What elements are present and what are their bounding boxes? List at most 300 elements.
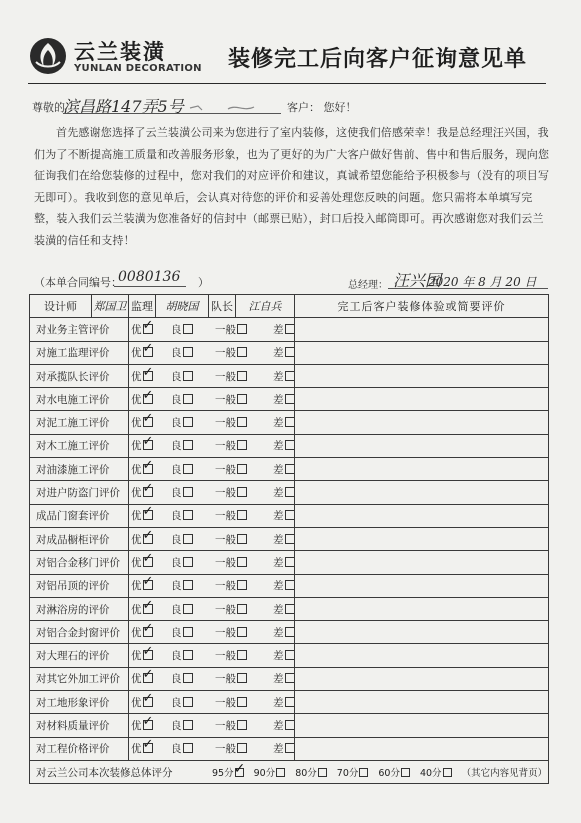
rating-option[interactable] (171, 415, 215, 430)
checkbox[interactable] (285, 743, 295, 753)
rating-option[interactable] (215, 718, 273, 733)
rating-option[interactable] (215, 741, 273, 756)
checked-checkbox[interactable] (235, 768, 244, 777)
rating-option[interactable] (129, 508, 171, 523)
rating-option-label: 良 (171, 556, 182, 569)
checkbox[interactable] (285, 324, 295, 334)
rating-option[interactable] (171, 578, 215, 593)
rating-row-label: 对成品橱柜评价 (30, 527, 129, 550)
rating-option[interactable] (215, 602, 273, 617)
remarks-cell[interactable] (295, 737, 549, 760)
checked-checkbox[interactable] (143, 650, 153, 660)
rating-option-label: 一般 (215, 626, 236, 639)
rating-option-label: 良 (171, 393, 182, 406)
checkbox[interactable] (237, 534, 247, 544)
rating-option[interactable] (171, 648, 215, 663)
manager-underline (388, 288, 548, 289)
rating-option-label: 差 (273, 440, 284, 453)
rating-option[interactable] (171, 741, 215, 756)
checkbox[interactable] (285, 510, 295, 520)
checkbox[interactable] (285, 487, 295, 497)
checkbox[interactable] (443, 768, 452, 777)
rating-option[interactable] (129, 602, 171, 617)
checkbox[interactable] (183, 627, 193, 637)
company-logo (30, 38, 66, 74)
rating-option-label: 一般 (215, 347, 236, 360)
rating-row (30, 527, 549, 550)
checked-checkbox[interactable] (143, 673, 153, 683)
overall-score-label: 对云兰公司本次装修总体评分 (36, 766, 173, 779)
score-option[interactable] (378, 765, 410, 779)
rating-option[interactable] (215, 648, 273, 663)
table-header-row (30, 295, 549, 318)
checkbox[interactable] (285, 720, 295, 730)
score-option-label: 40分 (419, 767, 442, 779)
checked-checkbox[interactable] (143, 487, 153, 497)
score-option-label: 60分 (378, 767, 400, 779)
rating-option-label: 良 (171, 533, 182, 546)
rating-option[interactable] (273, 718, 295, 733)
rating-option[interactable] (273, 625, 295, 640)
rating-options (129, 691, 295, 714)
checkbox[interactable] (183, 650, 193, 660)
score-option-label: 90分 (253, 767, 276, 779)
checkbox[interactable] (285, 650, 295, 660)
rating-option[interactable] (171, 718, 215, 733)
checkbox[interactable] (183, 580, 193, 590)
rating-option[interactable] (273, 695, 295, 710)
checkbox[interactable] (237, 371, 247, 381)
checked-checkbox[interactable] (143, 743, 153, 753)
checkbox[interactable] (183, 604, 193, 614)
rating-option[interactable] (273, 438, 295, 453)
remarks-cell[interactable] (295, 411, 549, 434)
checkbox[interactable] (183, 720, 193, 730)
rating-option-label: 优 (131, 393, 142, 406)
checkbox[interactable] (359, 768, 368, 777)
rating-option[interactable] (171, 671, 215, 686)
rating-option[interactable] (273, 602, 295, 617)
checkbox[interactable] (401, 768, 410, 777)
rating-row-label: 对进户防盗门评价 (30, 481, 129, 504)
rating-option-label: 优 (131, 510, 142, 523)
checkbox[interactable] (285, 417, 295, 427)
checkbox[interactable] (318, 768, 327, 777)
rating-option[interactable] (273, 555, 295, 570)
rating-option[interactable] (215, 508, 273, 523)
rating-row (30, 458, 549, 481)
checkbox[interactable] (285, 440, 295, 450)
rating-option[interactable] (129, 415, 171, 430)
rating-row (30, 644, 549, 667)
overall-score-cell (30, 760, 549, 783)
score-option-label: 80分 (295, 767, 317, 779)
rating-option-label: 优 (131, 626, 142, 639)
rating-option-label: 差 (273, 743, 284, 756)
rating-row (30, 341, 549, 364)
rating-option[interactable] (273, 485, 295, 500)
rating-option[interactable] (129, 369, 171, 384)
signature-date: 2020 年 8 月 20 日 (428, 275, 537, 289)
rating-option[interactable] (215, 625, 273, 640)
rating-option[interactable] (215, 578, 273, 593)
remarks-cell[interactable] (295, 597, 549, 620)
checkbox[interactable] (285, 371, 295, 381)
rating-row (30, 714, 549, 737)
rating-option[interactable] (273, 415, 295, 430)
rating-row-label: 对工程价格评价 (30, 737, 129, 760)
rating-row-label: 对淋浴房的评价 (30, 597, 129, 620)
checkbox[interactable] (237, 464, 247, 474)
rating-option-label: 差 (273, 510, 284, 523)
rating-options (129, 551, 295, 574)
rating-option-label: 差 (273, 580, 284, 593)
rating-option[interactable] (171, 438, 215, 453)
checkbox[interactable] (237, 720, 247, 730)
checkbox[interactable] (237, 440, 247, 450)
contract-close: ） (198, 276, 209, 289)
rating-option[interactable] (215, 369, 273, 384)
rating-option-label: 良 (171, 510, 182, 523)
rating-option-label: 良 (171, 440, 182, 453)
rating-option[interactable] (171, 625, 215, 640)
rating-row-label: 对材料质量评价 (30, 714, 129, 737)
checkbox[interactable] (183, 743, 193, 753)
checked-checkbox[interactable] (143, 324, 153, 334)
rating-row (30, 597, 549, 620)
rating-option[interactable] (273, 741, 295, 756)
rating-option-label: 良 (171, 580, 182, 593)
rating-option-label: 差 (273, 533, 284, 546)
rating-option[interactable] (215, 532, 273, 547)
rating-option-label: 优 (131, 603, 142, 616)
remarks-cell[interactable] (295, 364, 549, 387)
rating-options (129, 644, 295, 667)
remarks-cell[interactable] (295, 551, 549, 574)
rating-option-label: 优 (131, 650, 142, 663)
rating-options (129, 481, 295, 504)
rating-option-label: 良 (171, 323, 182, 336)
rating-option-label: 优 (131, 556, 142, 569)
manager-label: 总经理： (348, 280, 388, 291)
rating-option-label: 优 (131, 673, 142, 686)
checkbox[interactable] (237, 627, 247, 637)
rating-row-label: 对大理石的评价 (30, 644, 129, 667)
rating-option-label: 一般 (215, 696, 236, 709)
rating-option-label: 优 (131, 440, 142, 453)
rating-option[interactable] (215, 462, 273, 477)
rating-option[interactable] (129, 392, 171, 407)
checked-checkbox[interactable] (143, 510, 153, 520)
rating-option-label: 差 (273, 719, 284, 732)
rating-option-label: 良 (171, 743, 182, 756)
rating-options (129, 364, 295, 387)
rating-option[interactable] (129, 741, 171, 756)
checkbox[interactable] (276, 768, 285, 777)
rating-option-label: 一般 (215, 533, 236, 546)
checkbox[interactable] (285, 347, 295, 357)
checked-checkbox[interactable] (143, 604, 153, 614)
rating-option[interactable] (215, 695, 273, 710)
remarks-cell[interactable] (295, 388, 549, 411)
checkbox[interactable] (237, 697, 247, 707)
checked-checkbox[interactable] (143, 440, 153, 450)
checkbox[interactable] (237, 347, 247, 357)
rating-option[interactable] (171, 462, 215, 477)
checked-checkbox[interactable] (143, 627, 153, 637)
checkbox[interactable] (237, 510, 247, 520)
checkbox[interactable] (183, 440, 193, 450)
score-option-label: 95分 (212, 767, 234, 779)
rating-option[interactable] (129, 462, 171, 477)
rating-option[interactable] (273, 462, 295, 477)
checkbox[interactable] (183, 417, 193, 427)
supervisor-name: 胡晓国 (156, 295, 209, 318)
rating-option[interactable] (215, 438, 273, 453)
rating-option[interactable] (129, 485, 171, 500)
rating-option[interactable] (215, 485, 273, 500)
rating-option-label: 优 (131, 487, 142, 500)
rating-option[interactable] (129, 345, 171, 360)
rating-option-label: 良 (171, 417, 182, 430)
rating-option[interactable] (171, 508, 215, 523)
checkbox[interactable] (237, 743, 247, 753)
remarks-cell[interactable] (295, 574, 549, 597)
rating-option-label: 良 (171, 696, 182, 709)
rating-row-label: 成品门窗套评价 (30, 504, 129, 527)
salutation-suffix: 客户： 您好！ (287, 101, 357, 114)
checkbox[interactable] (237, 417, 247, 427)
remarks-cell[interactable] (295, 644, 549, 667)
checkbox[interactable] (285, 697, 295, 707)
rating-option[interactable] (273, 671, 295, 686)
rating-option[interactable] (215, 555, 273, 570)
rating-option[interactable] (171, 322, 215, 337)
rating-option[interactable] (171, 602, 215, 617)
rating-option[interactable] (129, 532, 171, 547)
rating-option-label: 良 (171, 487, 182, 500)
rating-option[interactable] (129, 695, 171, 710)
rating-option-label: 一般 (215, 463, 236, 476)
remarks-cell[interactable] (295, 458, 549, 481)
rating-row-label: 对木工施工评价 (30, 434, 129, 457)
rating-options (129, 504, 295, 527)
checked-checkbox[interactable] (143, 580, 153, 590)
rating-option-label: 差 (273, 463, 284, 476)
checked-checkbox[interactable] (143, 697, 153, 707)
rating-option[interactable] (215, 322, 273, 337)
score-option[interactable] (337, 765, 369, 779)
rating-option-label: 差 (273, 323, 284, 336)
score-option[interactable] (420, 765, 452, 779)
rating-option-label: 优 (131, 696, 142, 709)
rating-option-label: 一般 (215, 743, 236, 756)
contract-underline (114, 286, 186, 287)
rating-row-label: 对泥工施工评价 (30, 411, 129, 434)
rating-option[interactable] (215, 345, 273, 360)
designer-name: 郑国卫 (92, 295, 129, 318)
rating-row (30, 551, 549, 574)
checkbox[interactable] (285, 464, 295, 474)
rating-option[interactable] (129, 671, 171, 686)
rating-option[interactable] (129, 648, 171, 663)
score-option[interactable] (254, 765, 286, 779)
checked-checkbox[interactable] (143, 417, 153, 427)
rating-option[interactable] (273, 648, 295, 663)
rating-option-label: 差 (273, 556, 284, 569)
checkbox[interactable] (183, 673, 193, 683)
rating-option[interactable] (129, 322, 171, 337)
rating-row (30, 691, 549, 714)
rating-row-label: 对铝吊顶的评价 (30, 574, 129, 597)
checkbox[interactable] (285, 534, 295, 544)
foreman-label: 队长 (209, 295, 236, 318)
remarks-cell[interactable] (295, 318, 549, 341)
rating-row (30, 621, 549, 644)
checkbox[interactable] (285, 394, 295, 404)
rating-option-label: 一般 (215, 487, 236, 500)
rating-option-label: 差 (273, 696, 284, 709)
rating-option-label: 差 (273, 393, 284, 406)
rating-option[interactable] (129, 555, 171, 570)
remarks-cell[interactable] (295, 434, 549, 457)
checkbox[interactable] (183, 394, 193, 404)
rating-option-label: 良 (171, 626, 182, 639)
checked-checkbox[interactable] (143, 534, 153, 544)
foreman-name: 江自兵 (236, 295, 295, 318)
rating-option[interactable] (273, 508, 295, 523)
rating-option[interactable] (215, 392, 273, 407)
checked-checkbox[interactable] (143, 464, 153, 474)
rating-option[interactable] (215, 415, 273, 430)
rating-option[interactable] (273, 369, 295, 384)
rating-option[interactable] (171, 485, 215, 500)
rating-option-label: 优 (131, 347, 142, 360)
rating-row-label: 对水电施工评价 (30, 388, 129, 411)
rating-option[interactable] (171, 555, 215, 570)
checkbox[interactable] (183, 371, 193, 381)
checkbox[interactable] (237, 580, 247, 590)
rating-option[interactable] (273, 322, 295, 337)
rating-option[interactable] (171, 345, 215, 360)
checked-checkbox[interactable] (143, 557, 153, 567)
checkbox[interactable] (183, 347, 193, 357)
remarks-cell[interactable] (295, 504, 549, 527)
checkbox[interactable] (285, 673, 295, 683)
rating-row-label: 对业务主管评价 (30, 318, 129, 341)
checkbox[interactable] (237, 487, 247, 497)
checkbox[interactable] (183, 487, 193, 497)
score-option-label: 70分 (336, 767, 359, 779)
checked-checkbox[interactable] (143, 371, 153, 381)
checkbox[interactable] (237, 557, 247, 567)
rating-option[interactable] (273, 345, 295, 360)
remarks-cell[interactable] (295, 621, 549, 644)
checkbox[interactable] (285, 557, 295, 567)
rating-option-label: 一般 (215, 510, 236, 523)
rating-options (129, 574, 295, 597)
manager-signature: 汪兴国 (393, 271, 442, 290)
checkbox[interactable] (285, 580, 295, 590)
rating-row (30, 388, 549, 411)
rating-option[interactable] (129, 578, 171, 593)
checkbox[interactable] (237, 673, 247, 683)
remarks-cell[interactable] (295, 714, 549, 737)
rating-row-label: 对工地形象评价 (30, 691, 129, 714)
rating-row (30, 364, 549, 387)
rating-option-label: 优 (131, 417, 142, 430)
rating-option-label: 优 (131, 580, 142, 593)
checkbox[interactable] (285, 627, 295, 637)
checkbox[interactable] (183, 510, 193, 520)
rating-option-label: 良 (171, 673, 182, 686)
checkbox[interactable] (183, 534, 193, 544)
rating-option[interactable] (215, 671, 273, 686)
checked-checkbox[interactable] (143, 347, 153, 357)
rating-option[interactable] (171, 369, 215, 384)
rating-option-label: 差 (273, 603, 284, 616)
checkbox[interactable] (285, 604, 295, 614)
rating-option[interactable] (129, 625, 171, 640)
customer-address: 滨昌路147弄5号 (63, 97, 184, 116)
rating-option[interactable] (129, 438, 171, 453)
checked-checkbox[interactable] (143, 720, 153, 730)
rating-option[interactable] (171, 392, 215, 407)
checkbox[interactable] (237, 324, 247, 334)
remarks-cell[interactable] (295, 481, 549, 504)
score-option[interactable] (295, 765, 327, 779)
rating-row (30, 504, 549, 527)
remarks-cell[interactable] (295, 667, 549, 690)
checkbox[interactable] (237, 604, 247, 614)
back-page-note: （其它内容见背页） (461, 767, 548, 779)
checkbox[interactable] (237, 650, 247, 660)
rating-row (30, 737, 549, 760)
checkbox[interactable] (237, 394, 247, 404)
rating-options (129, 737, 295, 760)
rating-row-label: 对油漆施工评价 (30, 458, 129, 481)
rating-option[interactable] (129, 718, 171, 733)
checkbox[interactable] (183, 464, 193, 474)
rating-options (129, 621, 295, 644)
rating-option-label: 一般 (215, 417, 236, 430)
rating-option[interactable] (273, 532, 295, 547)
checkbox[interactable] (183, 697, 193, 707)
rating-options (129, 667, 295, 690)
checkbox[interactable] (183, 324, 193, 334)
rating-option[interactable] (273, 578, 295, 593)
remarks-cell[interactable] (295, 691, 549, 714)
rating-options (129, 527, 295, 550)
rating-option[interactable] (273, 392, 295, 407)
remarks-cell[interactable] (295, 527, 549, 550)
header-divider (28, 83, 546, 84)
remarks-cell[interactable] (295, 341, 549, 364)
rating-option-label: 优 (131, 743, 142, 756)
rating-option-label: 优 (131, 533, 142, 546)
address-underline (63, 113, 281, 114)
rating-option[interactable] (171, 532, 215, 547)
checkbox[interactable] (183, 557, 193, 567)
rating-option-label: 良 (171, 370, 182, 383)
checked-checkbox[interactable] (143, 394, 153, 404)
rating-options (129, 714, 295, 737)
rating-option[interactable] (171, 695, 215, 710)
score-option[interactable] (212, 765, 244, 779)
rating-option-label: 一般 (215, 393, 236, 406)
rating-row-label: 对铝合金封窗评价 (30, 621, 129, 644)
rating-options (129, 434, 295, 457)
